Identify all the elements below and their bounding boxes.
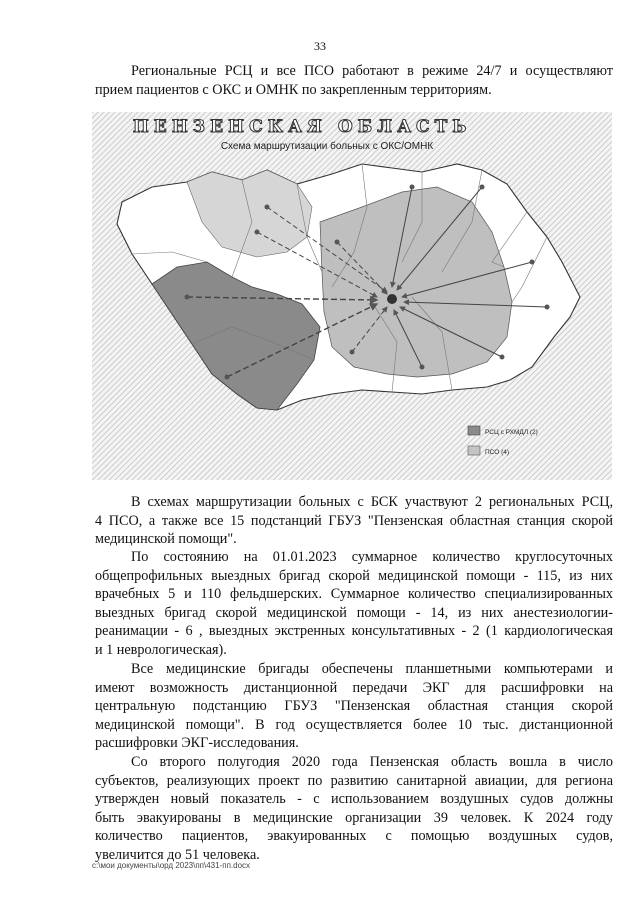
- footer-file-path: c:\мои документы\орд 2023\пп\431-пп.docx: [92, 861, 251, 870]
- text-line: субъектов, реализующих проект по развитию санитарной авиации, для региона: [95, 772, 613, 789]
- text-line: количество пациентов, эвакуированных с помощью воздушных судов,: [95, 828, 613, 845]
- page-number: 33: [314, 39, 326, 53]
- text-line: и 1 неврологическая).: [95, 641, 227, 658]
- text-line: общепрофильных выездных бригад скорой медицинской помощи - 115, из них: [95, 567, 613, 584]
- text-line: центральную подстанцию ГБУЗ "Пензенская областная станция скорой: [95, 698, 613, 715]
- legend-label-pso: ПСО (4): [485, 449, 510, 456]
- text-line: Со второго полугодия 2020 года Пензенская область вошла в число: [131, 754, 613, 770]
- legend-label-rsc: РСЦ с РХМДЛ (2): [485, 429, 538, 436]
- text-line: Региональные РСЦ и все ПСО работают в режиме 24/7 и осуществляют: [131, 63, 613, 79]
- text-line: врачебных 5 и 110 фельдшерских. Суммарное количество специализированных: [95, 586, 613, 603]
- text-line: 4 ПСО, а также все 15 подстанций ГБУЗ "Пензенская областная станция скорой: [95, 512, 613, 529]
- text-line: имеют возможность дистанционной передачи ЭКГ для расшифровки на: [95, 679, 613, 696]
- text-line: Все медицинские бригады обеспечены планшетными компьютерами и: [131, 661, 613, 677]
- text-line: медицинской помощи".: [95, 531, 237, 548]
- text-line: быть эвакуированы в медицинские организации 39 человек. К 2024 году: [95, 809, 613, 826]
- legend-swatch-rsc: [468, 426, 480, 435]
- paragraph-brigades: [95, 548, 613, 660]
- text-line: выездных бригад скорой медицинской помощи - 14, из них анестезиологии-: [95, 604, 613, 621]
- routing-map: [92, 112, 612, 480]
- intro-paragraph: [95, 62, 613, 99]
- text-line: В схемах маршрутизации больных с БСК участвуют 2 региональных РСЦ,: [131, 494, 613, 510]
- map-subtitle: Схема маршрутизации больных с ОКС/ОМНК: [220, 141, 434, 152]
- text-line: медицинской помощи". В год осуществляется более 10 тыс. дистанционной: [95, 716, 613, 733]
- paragraph-aviation: [95, 753, 613, 865]
- text-line: утвержден новый показатель - с использованием воздушных судов должны: [95, 791, 613, 808]
- regional-center-node: [387, 294, 397, 304]
- text-line: прием пациентов с ОКС и ОМНК по закрепленным территориям.: [95, 81, 492, 98]
- text-line: расшифровки ЭКГ-исследования.: [95, 735, 299, 752]
- routing-map-figure: [92, 112, 612, 480]
- map-title: ПЕНЗЕНСКАЯ ОБЛАСТЬ: [132, 117, 472, 137]
- paragraph-participants: [95, 493, 613, 549]
- text-line: реанимации - 6 , выездных экстренных консультативных - 2 (1 кардиологическая: [95, 623, 613, 640]
- text-line: По состоянию на 01.01.2023 суммарное количество круглосуточных: [131, 549, 613, 565]
- text-line: увеличится до 51 человека.: [95, 846, 260, 863]
- legend-swatch-pso: [468, 446, 480, 455]
- paragraph-ecg: [95, 660, 613, 753]
